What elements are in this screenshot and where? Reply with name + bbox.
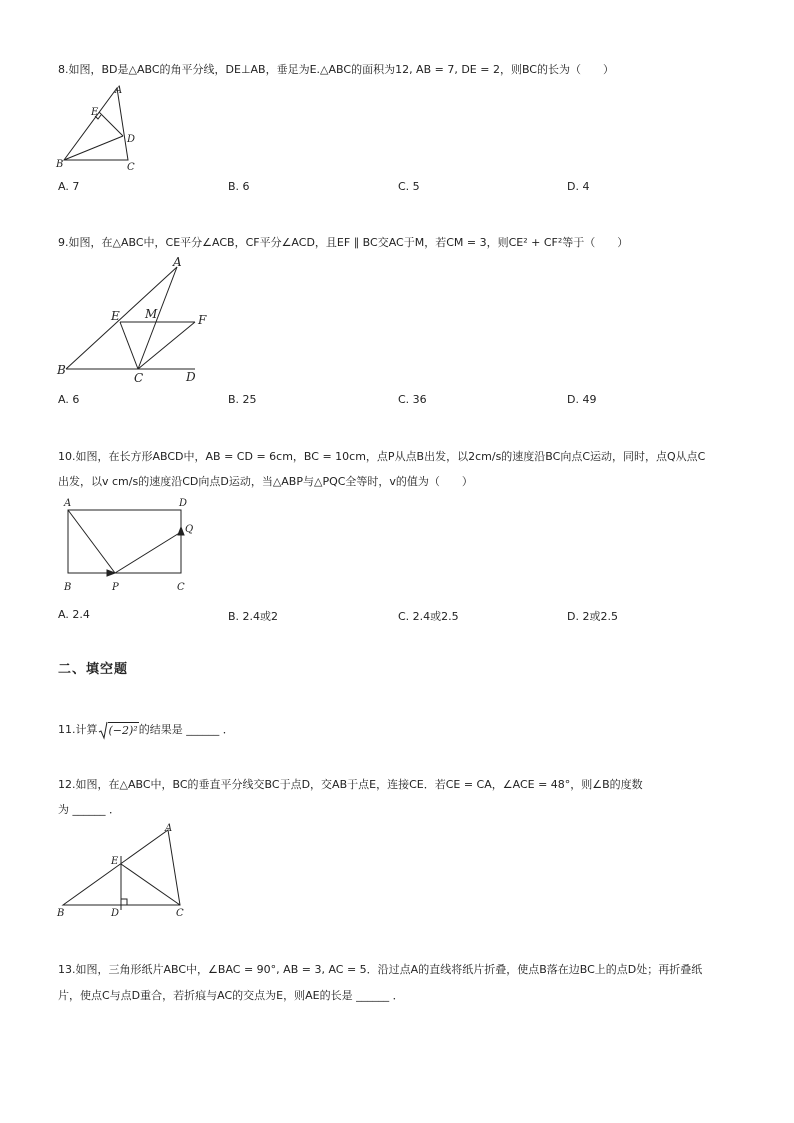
q10-rectangle-figure bbox=[55, 495, 205, 595]
q9-option-b: B. 25 bbox=[228, 393, 257, 406]
q8-option-b: B. 6 bbox=[228, 180, 250, 193]
q9-label-b: B bbox=[57, 363, 66, 377]
question-11 bbox=[58, 720, 234, 740]
q9-label-e: E bbox=[111, 309, 120, 323]
q11-suffix: 的结果是 ______ ． bbox=[138, 723, 234, 736]
q9-label-a: A bbox=[173, 255, 182, 269]
q12-label-a: A bbox=[165, 823, 173, 834]
q10-label-d: D bbox=[179, 498, 188, 509]
question-12-line1: 12.如图，在△ABC中，BC的垂直平分线交BC于点D，交AB于点E，连接CE．若CE = CA，∠ACE = 48°，则∠B的度数 bbox=[58, 778, 643, 791]
question-13-line1: 13.如图，三角形纸片ABC中，∠BAC = 90°, AB = 3, AC = 5．沿过点A的直线将纸片折叠，使点B落在边BC上的点D处；再折叠纸 bbox=[58, 963, 703, 976]
q10-option-d: D. 2或2.5 bbox=[567, 610, 618, 623]
q12-triangle-figure bbox=[55, 818, 205, 923]
question-10-line2: 出发，以v cm/s的速度沿CD向点D运动，当△ABP与△PQC全等时，v的值为（ ） bbox=[58, 475, 473, 488]
q12-label-c: C bbox=[176, 908, 184, 919]
q9-option-a: A. 6 bbox=[58, 393, 80, 406]
q9-label-c: C bbox=[134, 371, 144, 385]
question-10-line1: 10.如图，在长方形ABCD中，AB = CD = 6cm，BC = 10cm，点P从点B出发，以2cm/s的速度沿BC向点C运动，同时，点Q从点C bbox=[58, 450, 706, 463]
q10-label-a: A bbox=[64, 498, 72, 509]
q8-triangle-figure bbox=[55, 82, 145, 172]
q8-option-a: A. 7 bbox=[58, 180, 80, 193]
q9-option-c: C. 36 bbox=[398, 393, 427, 406]
q8-option-d: D. 4 bbox=[567, 180, 590, 193]
q9-option-d: D. 49 bbox=[567, 393, 597, 406]
question-13-line2: 片，使点C与点D重合，若折痕与AC的交点为E，则AE的长是 ______ ． bbox=[58, 989, 404, 1002]
q10-label-c: C bbox=[177, 582, 185, 593]
q9-triangle-figure bbox=[55, 253, 215, 385]
q10-option-a: A. 2.4 bbox=[58, 608, 90, 621]
q12-label-b: B bbox=[57, 908, 65, 919]
q12-label-e: E bbox=[111, 856, 119, 867]
q8-label-d: D bbox=[127, 134, 136, 145]
q8-label-a: A bbox=[115, 85, 123, 96]
q8-label-c: C bbox=[127, 162, 135, 172]
section-heading-fill-in: 二、填空题 bbox=[58, 662, 129, 677]
q10-label-p: P bbox=[112, 582, 119, 593]
q10-option-c: C. 2.4或2.5 bbox=[398, 610, 459, 623]
q10-option-b: B. 2.4或2 bbox=[228, 610, 279, 623]
q11-radicand: (−2)² bbox=[108, 723, 138, 737]
q10-label-q: Q bbox=[185, 524, 194, 535]
question-8-text: 8.如图，BD是△ABC的角平分线，DE⊥AB，垂足为E.△ABC的面积为12, AB = 7, DE = 2，则BC的长为（ ） bbox=[58, 63, 614, 76]
q9-label-m: M bbox=[145, 307, 158, 321]
q9-label-d: D bbox=[186, 370, 196, 384]
q8-label-e: E bbox=[91, 107, 99, 118]
q11-prefix: 11.计算 bbox=[58, 723, 98, 736]
q9-label-f: F bbox=[198, 313, 207, 327]
q8-label-b: B bbox=[56, 159, 64, 170]
q12-label-d: D bbox=[111, 908, 120, 919]
sqrt-sign-icon bbox=[98, 720, 108, 740]
question-9-text: 9.如图，在△ABC中，CE平分∠ACB，CF平分∠ACD，且EF ∥ BC交AC于M，若CM = 3，则CE² + CF²等于（ ） bbox=[58, 236, 629, 249]
q8-option-c: C. 5 bbox=[398, 180, 420, 193]
q10-label-b: B bbox=[64, 582, 72, 593]
question-12-line2: 为 ______ ． bbox=[58, 803, 120, 816]
